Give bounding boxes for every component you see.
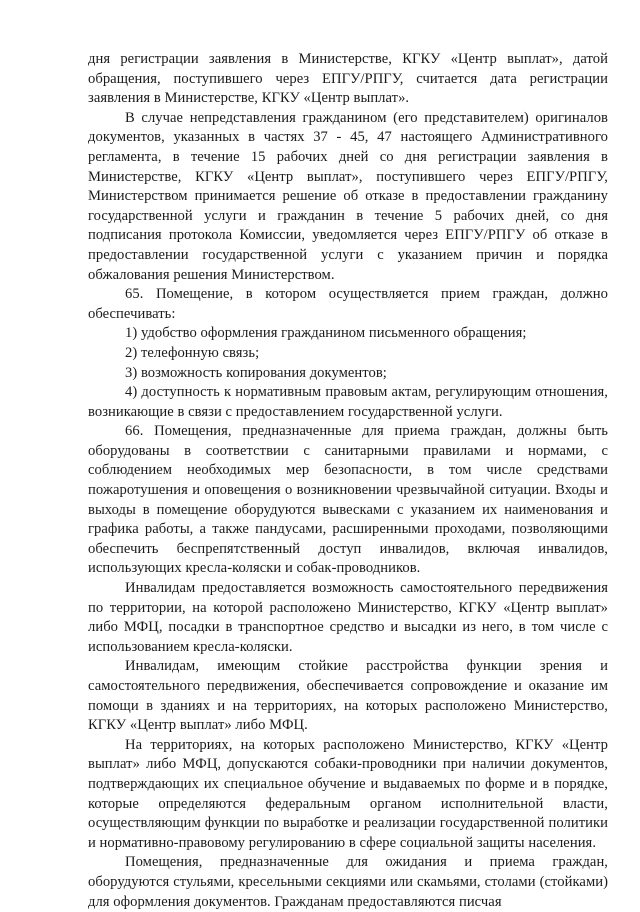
paragraph-2: В случае непредставления гражданином (его представителем) оригиналов документов, указанных в частях 37 - 45, 47 настоящего Административного регламента, в течение 15 рабочих дней со дня регистрации заявления в Министерстве, КГКУ «Центр выплат», поступившего через ЕПГУ/РПГУ, Министерством принимается решение об отказе в предоставлении гражданину государственной услуги и гражданин в течение 5 рабочих дней, со дня подписания протокола Комиссии, уведомляется через ЕПГУ/РПГУ об отказе в предоставлении государственной услуги с указанием причин и порядка обжалования решения Министерством. (88, 109, 608, 283)
list-item-1: 1) удобство оформления гражданином письменного обращения; (125, 325, 527, 342)
list-item-3: 3) возможность копирования документов; (125, 364, 387, 381)
document-page (88, 50, 608, 912)
paragraph-disabled-vision: Инвалидам, имеющим стойкие расстройства функции зрения и самостоятельного передвижения, обеспечивается сопровождение и оказание им помощи в зданиях и на территориях, на которых расположено Министерство, КГКУ «Центр выплат» либо МФЦ. (88, 658, 608, 734)
list-item-2: 2) телефонную связь; (125, 344, 260, 361)
paragraph-waiting-rooms: Помещения, предназначенные для ожидания и приема граждан, оборудуются стульями, кресельными секциями или скамьями, столами (стойками) для оформления документов. Гражданам предоставляются писчая (88, 854, 608, 910)
list-item-4: 4) доступность к нормативным правовым актам, регулирующим отношения, возникающие в связи с предоставлением государственной услуги. (88, 384, 608, 420)
paragraph-1: дня регистрации заявления в Министерстве, КГКУ «Центр выплат», датой обращения, поступившего через ЕПГУ/РПГУ, считается дата регистрации заявления в Министерстве, КГКУ «Центр выплат». (88, 51, 608, 107)
paragraph-disabled-movement: Инвалидам предоставляется возможность самостоятельного передвижения по территории, на которой расположено Министерство, КГКУ «Центр выплат» либо МФЦ, посадки в транспортное средство и высадки из него, в том числе с использованием кресла-коляски. (88, 580, 608, 655)
paragraph-65: 65. Помещение, в котором осуществляется прием граждан, должно обеспечивать: (88, 286, 608, 322)
paragraph-66: 66. Помещения, предназначенные для приема граждан, должны быть оборудованы в соответствии с санитарными правилами и нормами, с соблюдением необходимых мер безопасности, в том числе средствами пожаротушения и оповещения о возникновении чрезвычайной ситуации. Входы и выходы в помещение оборудуются вывесками с указанием их наименования и графика работы, а также пандусами, расширенными проходами, позволяющими обеспечить беспрепятственный доступ инвалидов, включая инвалидов, использующих кресла-коляски и собак-проводников. (88, 423, 608, 577)
paragraph-guide-dogs: На территориях, на которых расположено Министерство, КГКУ «Центр выплат» либо МФЦ, допускаются собаки-проводники при наличии документов, подтверждающих их специальное обучение и выдаваемых по форме и в порядке, которые определяются федеральным органом исполнительной власти, осуществляющим функции по выработке и реализации государственной политики и нормативно-правовому регулированию в сфере социальной защиты населения. (88, 736, 608, 851)
